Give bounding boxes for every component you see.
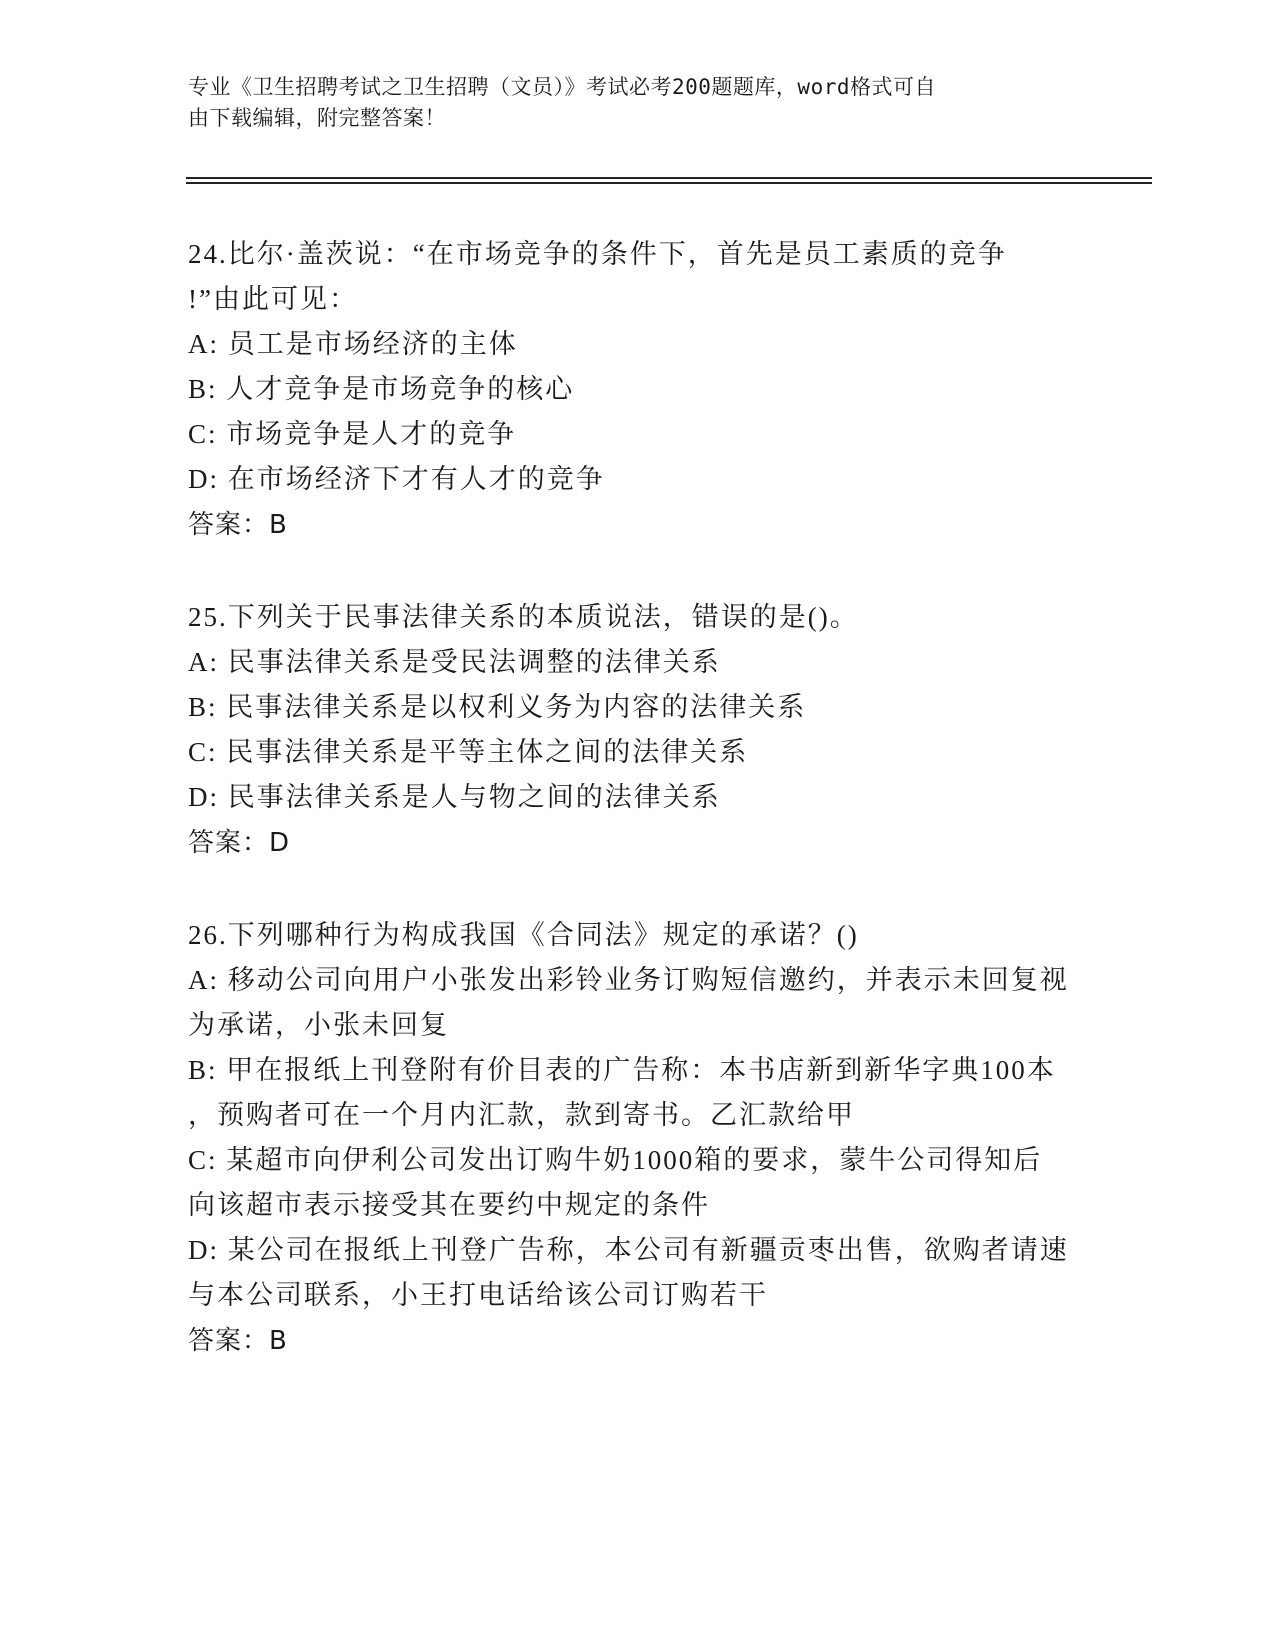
option-d: D: 某公司在报纸上刊登广告称，本公司有新疆贡枣出售，欲购者请速: [188, 1235, 1069, 1265]
option-c-continued: 向该超市表示接受其在要约中规定的条件: [188, 1190, 710, 1220]
question-stem: !”由此可见：: [188, 284, 358, 314]
answer-label: 答案：B: [188, 1326, 288, 1356]
header-line-1: 专业《卫生招聘考试之卫生招聘（文员）》考试必考200题题库，word格式可自: [188, 75, 936, 99]
answer-label: 答案：B: [188, 510, 288, 540]
header-line-2: 由下载编辑，附完整答案！: [188, 106, 446, 130]
option-c: C: 某超市向伊利公司发出订购牛奶1000箱的要求，蒙牛公司得知后: [188, 1145, 1043, 1175]
option-b: B: 民事法律关系是以权利义务为内容的法律关系: [188, 692, 807, 722]
option-d: D: 民事法律关系是人与物之间的法律关系: [188, 782, 721, 812]
question-25: [188, 595, 1088, 866]
option-a-continued: 为承诺，小张未回复: [188, 1010, 449, 1040]
question-stem: 26.下列哪种行为构成我国《合同法》规定的承诺？(): [188, 920, 859, 950]
header-divider-bottom: [186, 182, 1152, 184]
option-a: A: 员工是市场经济的主体: [188, 329, 518, 359]
question-stem: 24.比尔·盖茨说：“在市场竞争的条件下，首先是员工素质的竞争: [188, 239, 1007, 269]
option-d-continued: 与本公司联系，小王打电话给该公司订购若干: [188, 1280, 768, 1310]
question-26: [188, 913, 1088, 1364]
option-d: D: 在市场经济下才有人才的竞争: [188, 464, 605, 494]
question-stem: 25.下列关于民事法律关系的本质说法，错误的是()。: [188, 602, 859, 632]
option-a: A: 移动公司向用户小张发出彩铃业务订购短信邀约，并表示未回复视: [188, 965, 1069, 995]
option-b: B: 甲在报纸上刊登附有价目表的广告称：本书店新到新华字典100本: [188, 1055, 1056, 1085]
header-divider-top: [186, 177, 1152, 179]
question-24: [188, 232, 1088, 548]
option-a: A: 民事法律关系是受民法调整的法律关系: [188, 647, 721, 677]
option-b: B: 人才竞争是市场竞争的核心: [188, 374, 575, 404]
document-header: [188, 72, 1068, 134]
option-c: C: 市场竞争是人才的竞争: [188, 419, 517, 449]
option-b-continued: ，预购者可在一个月内汇款，款到寄书。乙汇款给甲: [188, 1100, 855, 1130]
answer-label: 答案：D: [188, 828, 291, 858]
option-c: C: 民事法律关系是平等主体之间的法律关系: [188, 737, 749, 767]
